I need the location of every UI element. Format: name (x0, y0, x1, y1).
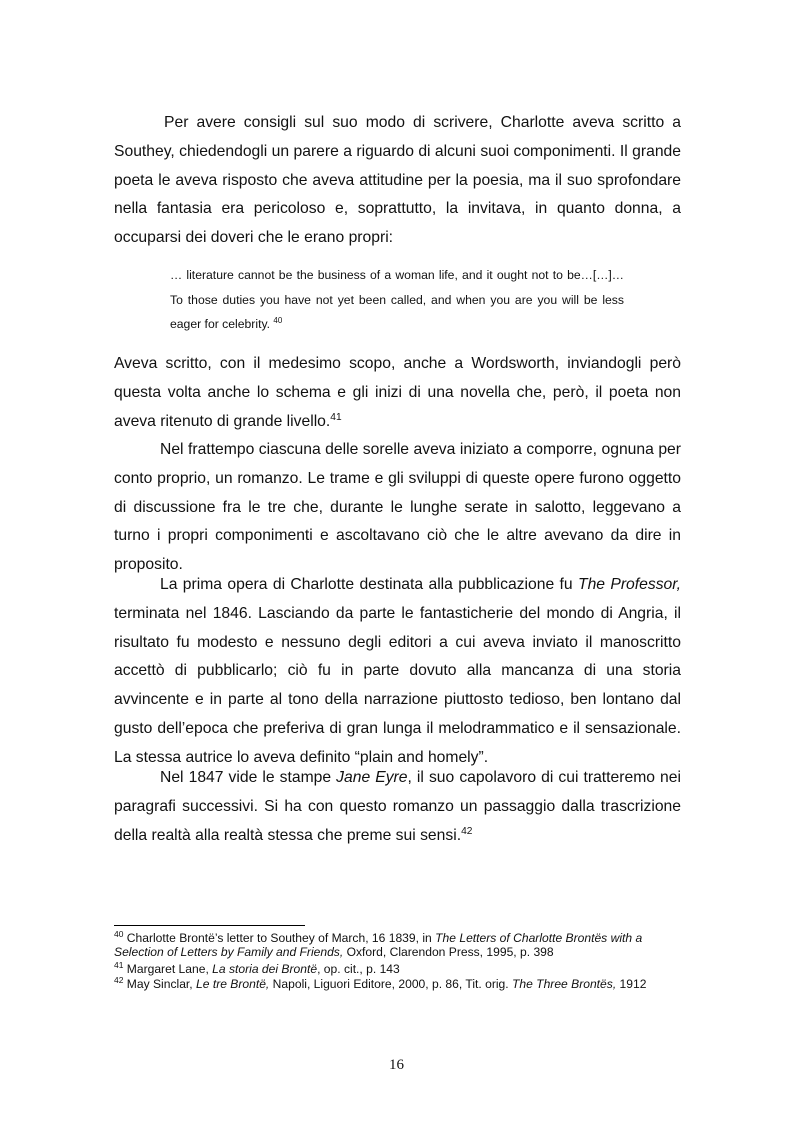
paragraph-professor (114, 571, 681, 773)
footnote-text: , op. cit., p. 143 (317, 962, 400, 976)
footnote-40 (114, 928, 681, 960)
footnote-title: The Letters of Charlotte Brontës with a Selection of Letters by Family and Friends, (114, 931, 643, 960)
footnote-separator (114, 925, 305, 926)
book-title: Jane Eyre (336, 769, 408, 786)
paragraph-text: Per avere consigli sul suo modo di scrivere, Charlotte aveva scritto a Southey, chiedendogli un parere a riguardo di alcuni suoi componimenti. Il grande poeta le aveva risposto che aveva attitudine per la poesia, ma il suo sprofondare nella fantasia era pericoloso e, soprattutto, la invitava, in quanto donna, a occuparsi dei doveri che le erano propri: (114, 114, 681, 247)
paragraph-text: Nel 1847 vide le stampe (160, 769, 337, 786)
footnote-number: 42 (114, 974, 124, 985)
footnote-text: Margaret Lane, (123, 962, 213, 976)
footnote-title: The Three Brontës, (511, 977, 617, 991)
quote-text: … literature cannot be the business of a woman life, and it ought not to be…[…]… To those duties you have not yet been called, and when you are you will be less eager for celebrity. (170, 268, 624, 332)
footnote-ref-42[interactable]: 42 (461, 825, 473, 837)
paragraph-text: terminata nel 1846. Lasciando da parte le fantasticherie del mondo di Angria, il risultato fu modesto e nessuno degli editori a cui aveva inviato il manoscritto accettò di pubblicarlo; ciò fu in parte dovuto alla mancanza di una storia avvincente e in parte al tono della narrazione piuttosto tedioso, ben lontano dal gusto dell’epoca che preferiva di gran lunga il melodrammatico e il sensazionale. La stessa autrice lo aveva definito “plain and homely”. (114, 604, 681, 766)
footnote-number: 40 (114, 928, 124, 939)
footnote-42 (114, 974, 681, 991)
block-quote (170, 263, 624, 337)
footnote-title: La storia dei Brontë (212, 962, 318, 976)
book-title: The Professor, (577, 576, 681, 593)
footnote-text: 1912 (616, 977, 647, 991)
paragraph-jane-eyre (114, 764, 681, 850)
footnote-ref-41[interactable]: 41 (330, 411, 342, 423)
footnote-41 (114, 959, 681, 976)
paragraph-text: Aveva scritto, con il medesimo scopo, anche a Wordsworth, inviandogli però questa volta anche lo schema e gli inizi di una novella che, però, il poeta non aveva ritenuto di grande livello. (114, 355, 681, 430)
footnote-text: Napoli, Liguori Editore, 2000, p. 86, Tit. orig. (269, 977, 512, 991)
paragraph-text: , il suo capolavoro di cui tratteremo nei paragrafi successivi. Si ha con questo romanzo un passaggio dalla trascrizione della realtà alla realtà stessa che preme sui sensi. (114, 769, 681, 844)
paragraph-wordsworth (114, 350, 681, 436)
paragraph-sisters (114, 436, 681, 580)
footnote-number: 41 (114, 959, 124, 970)
paragraph-text: La prima opera di Charlotte destinata alla pubblicazione fu (160, 576, 578, 593)
footnote-text: Oxford, Clarendon Press, 1995, p. 398 (343, 945, 554, 960)
footnote-title: Le tre Brontë, (196, 977, 270, 991)
paragraph-text: Nel frattempo ciascuna delle sorelle aveva iniziato a comporre, ognuna per conto proprio, un romanzo. Le trame e gli sviluppi di queste opere furono oggetto di discussione fra le tre che, durante le lunghe serate in salotto, leggevano a turno i propri componimenti e ascoltavano ciò che le altre avevano da dire in proposito. (114, 441, 681, 574)
page-number: 16 (389, 1057, 404, 1073)
paragraph-southey (114, 109, 681, 253)
footnote-text: May Sinclar, (123, 977, 197, 991)
footnote-text: Charlotte Brontë’s letter to Southey of March, 16 1839, in (123, 931, 436, 945)
footnote-ref-40[interactable]: 40 (273, 316, 283, 326)
